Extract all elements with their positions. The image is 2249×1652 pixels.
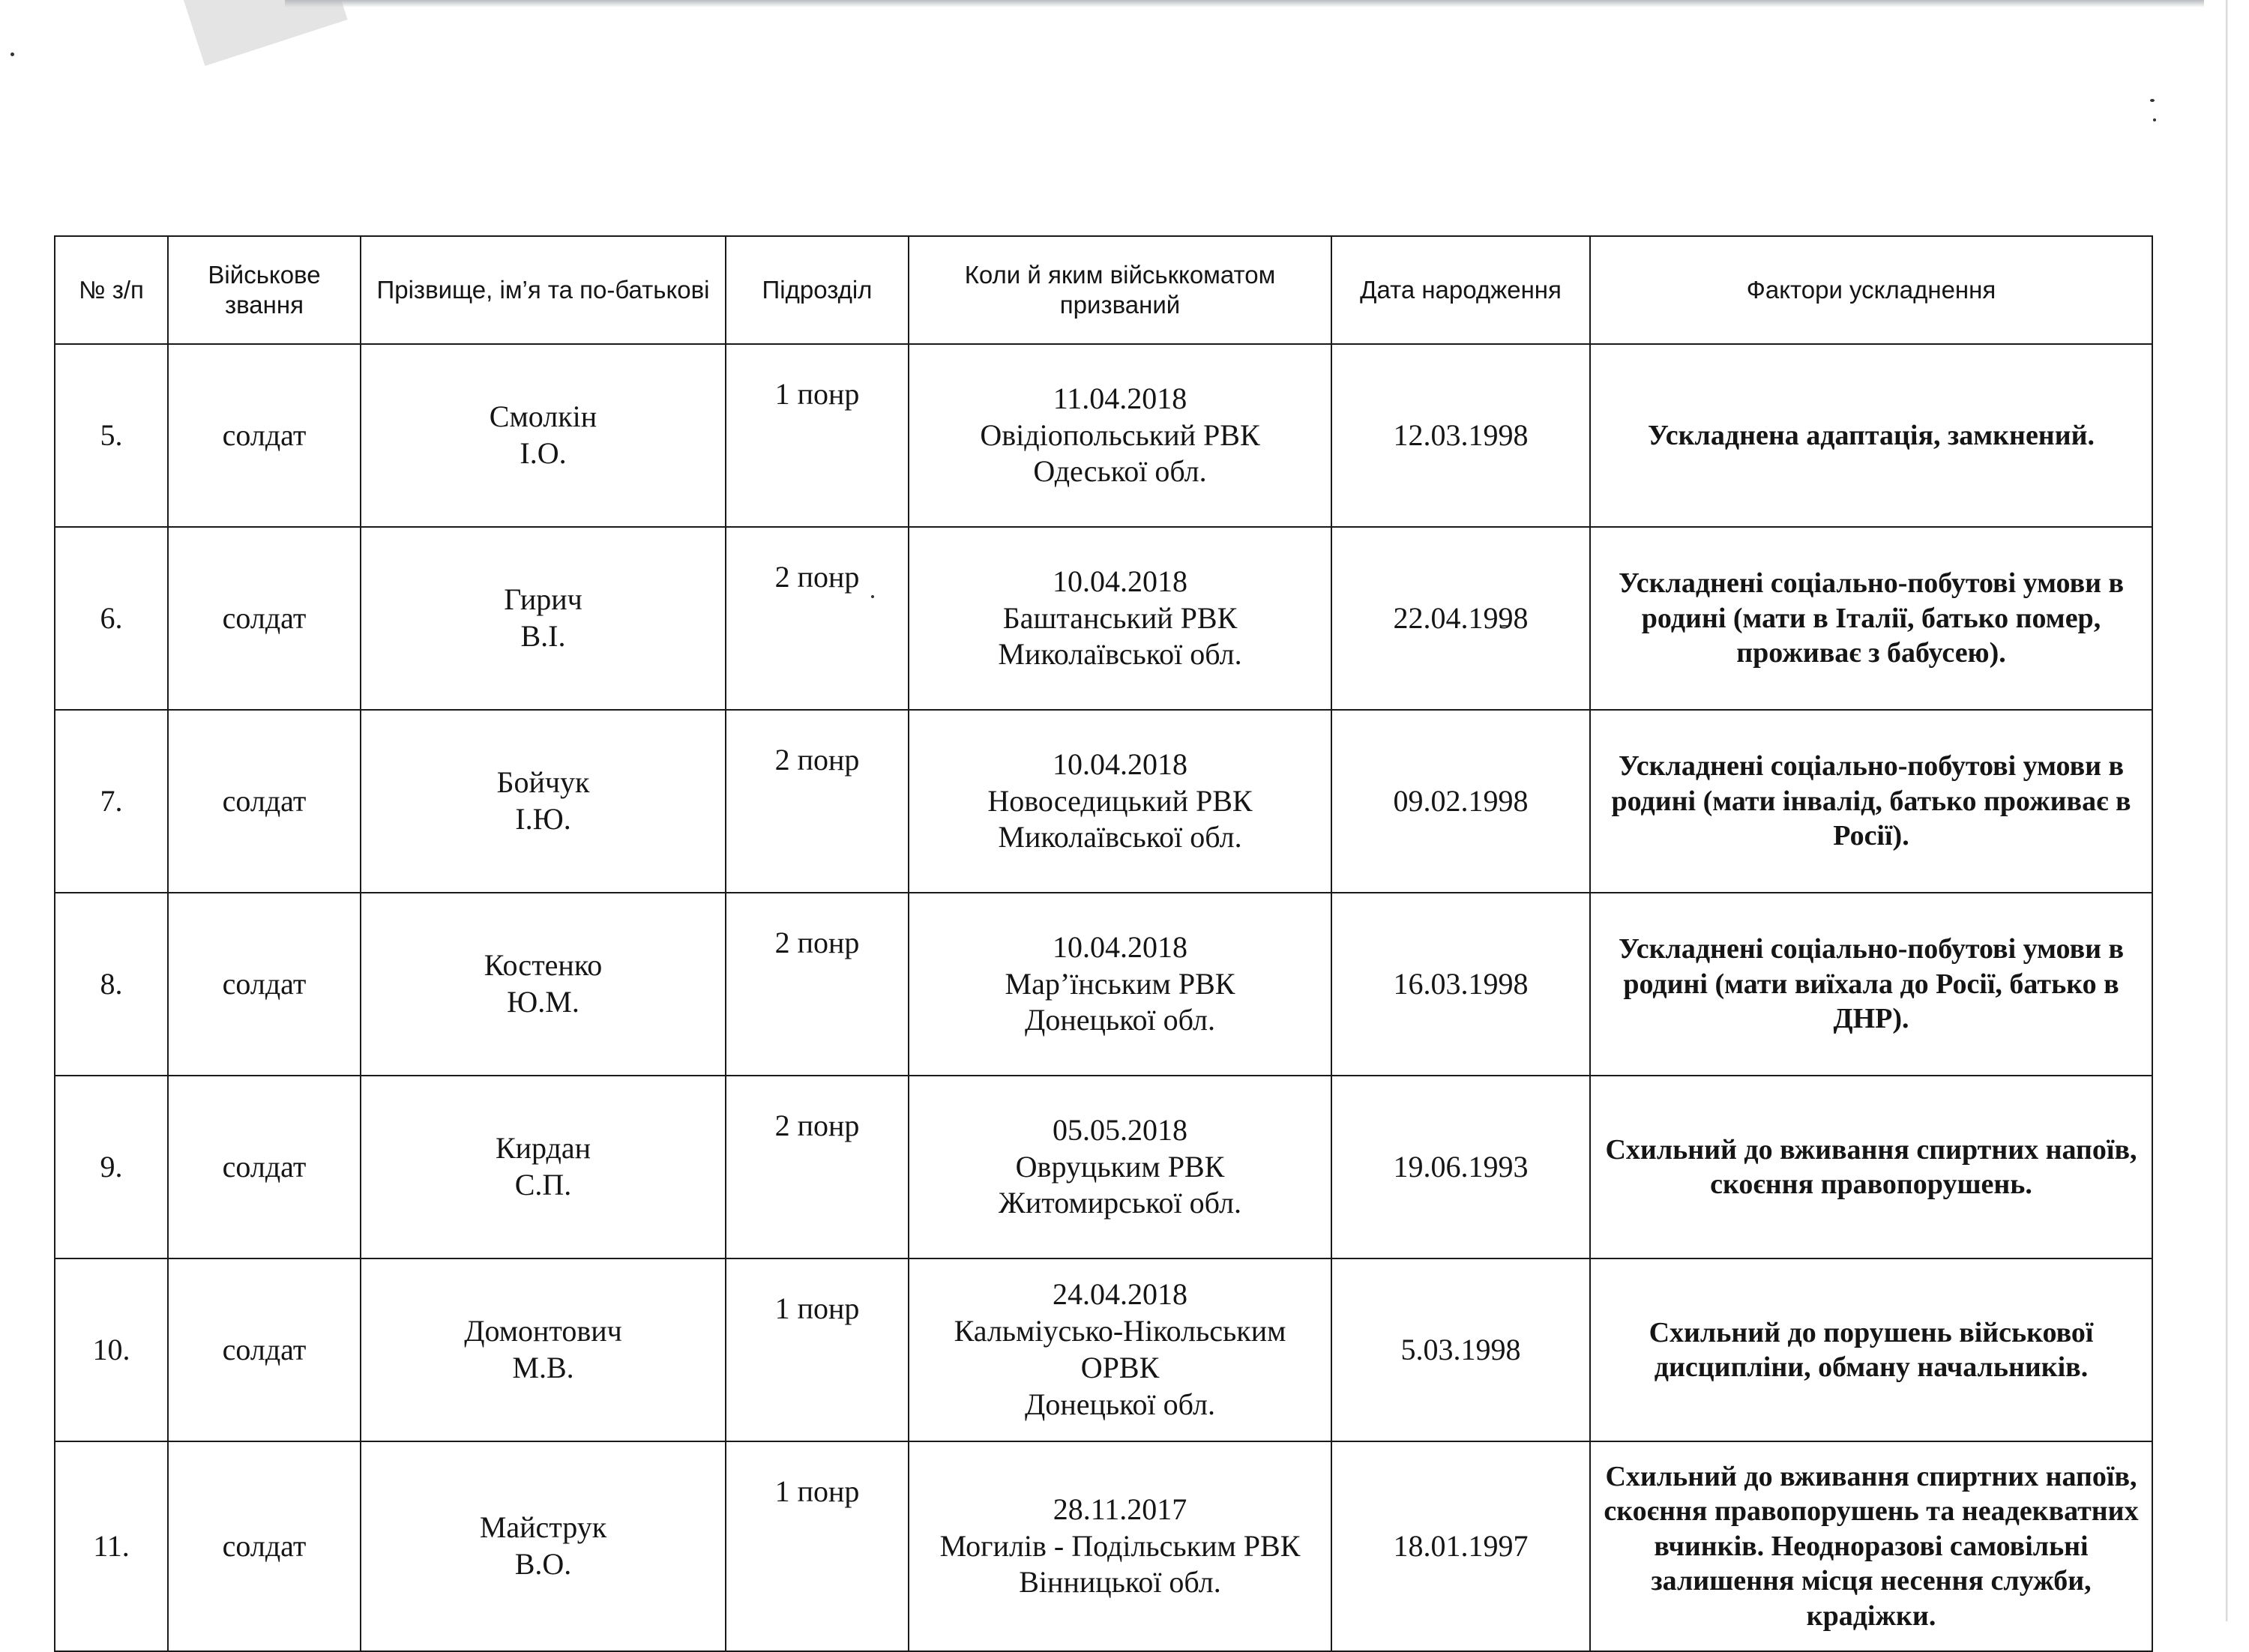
cell-birth-date: 12.03.1998 [1331,344,1590,527]
header-row [55,236,2152,344]
cell-name [361,710,726,893]
surname: Кирдан [495,1131,591,1166]
cell-drafted [909,344,1331,527]
draft-office: Кальміусько-Нікольським ОРВК [954,1314,1286,1384]
cell-unit: 2 понр [726,527,909,710]
cell-factors: Схильний до вживання спиртних напоїв, скоєння правопорушень. [1590,1076,2152,1258]
cell-birth-date: 16.03.1998 [1331,893,1590,1076]
draft-office: Мар’їнським РВК [1005,966,1235,1001]
header-rank: Військове звання [168,236,361,344]
cell-unit: 2 понр [726,893,909,1076]
cell-unit: 2 понр [726,1076,909,1258]
draft-date: 28.11.2017 [1053,1492,1187,1526]
initials: М.В. [512,1351,574,1384]
initials: В.І. [520,619,566,653]
header-birth-date: Дата народження [1331,236,1590,344]
cell-rank: солдат [168,710,361,893]
cell-number: 6. [55,527,168,710]
draft-date: 11.04.2018 [1053,381,1187,415]
cell-drafted [909,1076,1331,1258]
draft-region: Донецької обл. [1025,1003,1215,1037]
cell-name [361,1258,726,1441]
draft-date: 10.04.2018 [1053,929,1187,964]
cell-unit: 1 понр [726,1441,909,1651]
surname: Домонтович [464,1314,622,1348]
table-row [55,527,2152,710]
surname: Майструк [479,1510,607,1545]
cell-factors: Ускладнені соціально-побутові умови в родині (мати в Італії, батько помер, проживає з бабусею). [1590,527,2152,710]
cell-factors: Ускладнені соціально-побутові умови в родині (мати інвалід, батько проживає в Росії). [1590,710,2152,893]
cell-rank: солдат [168,527,361,710]
surname: Костенко [484,948,603,983]
header-unit: Підрозділ [726,236,909,344]
table-row [55,344,2152,527]
scan-speck [2153,118,2156,121]
cell-number: 11. [55,1441,168,1651]
draft-region: Вінницької обл. [1019,1565,1221,1600]
cell-drafted [909,1441,1331,1651]
table-row [55,893,2152,1076]
draft-office: Овідіопольський РВК [980,417,1260,452]
cell-factors: Схильний до вживання спиртних напоїв, скоєння правопорушень та неадекватних вчинків. Неодноразові самовільні залишення місця несення служби, крадіжки. [1590,1441,2152,1651]
draft-region: Житомирської обл. [999,1186,1241,1220]
cell-name [361,1076,726,1258]
cell-number: 10. [55,1258,168,1441]
cell-unit: 1 понр [726,1258,909,1441]
cell-drafted [909,1258,1331,1441]
cell-drafted [909,527,1331,710]
initials: І.Ю. [515,802,571,836]
cell-birth-date: 22.04.1998 [1331,527,1590,710]
draft-region: Одеської обл. [1033,454,1207,489]
cell-number: 7. [55,710,168,893]
initials: І.О. [520,436,567,470]
draft-office: Овруцьким РВК [1015,1149,1225,1184]
cell-rank: солдат [168,1441,361,1651]
cell-number: 5. [55,344,168,527]
cell-birth-date: 09.02.1998 [1331,710,1590,893]
header-drafted: Коли й яким військкоматом призваний [909,236,1331,344]
cell-drafted [909,710,1331,893]
personnel-table [54,235,2153,1652]
draft-date: 10.04.2018 [1053,747,1187,781]
cell-name [361,527,726,710]
scan-edge-right [2226,0,2228,1621]
table-row [55,1258,2152,1441]
draft-date: 10.04.2018 [1053,564,1187,598]
table-row [55,1076,2152,1258]
draft-region: Миколаївської обл. [998,820,1242,854]
initials: Ю.М. [507,985,579,1019]
cell-rank: солдат [168,893,361,1076]
initials: В.О. [514,1547,572,1581]
draft-office: Могилів - Подільським РВК [939,1528,1301,1563]
table-row [55,1441,2152,1651]
cell-number: 8. [55,893,168,1076]
draft-office: Новоседицький РВК [987,783,1253,818]
cell-rank: солдат [168,344,361,527]
cell-birth-date: 19.06.1993 [1331,1076,1590,1258]
cell-factors: Ускладнені соціально-побутові умови в родині (мати виїхала до Росії, батько в ДНР). [1590,893,2152,1076]
surname: Бойчук [496,765,590,800]
draft-region: Донецької обл. [1025,1387,1215,1421]
table-row [55,710,2152,893]
cell-drafted [909,893,1331,1076]
draft-region: Миколаївської обл. [998,637,1242,672]
cell-birth-date: 5.03.1998 [1331,1258,1590,1441]
scan-speck [10,52,14,56]
cell-factors: Ускладнена адаптація, замкнений. [1590,344,2152,527]
header-name: Прізвище, ім’я та по-батькові [361,236,726,344]
cell-factors: Схильний до порушень військової дисципліни, обману начальників. [1590,1258,2152,1441]
cell-name [361,893,726,1076]
header-number: № з/п [55,236,168,344]
cell-name [361,344,726,527]
cell-unit: 1 понр [726,344,909,527]
scan-edge-top [285,0,2204,7]
cell-rank: солдат [168,1076,361,1258]
draft-office: Баштанський РВК [1002,600,1238,635]
cell-birth-date: 18.01.1997 [1331,1441,1590,1651]
cell-number: 9. [55,1076,168,1258]
draft-date: 24.04.2018 [1053,1277,1187,1312]
surname: Гирич [504,582,582,617]
scan-corner-artifact [177,0,347,66]
initials: С.П. [514,1168,572,1202]
draft-date: 05.05.2018 [1053,1112,1187,1147]
scan-speck [2150,99,2155,102]
header-factors: Фактори ускладнення [1590,236,2152,344]
cell-name [361,1441,726,1651]
cell-unit: 2 понр [726,710,909,893]
cell-rank: солдат [168,1258,361,1441]
surname: Смолкін [489,400,597,434]
